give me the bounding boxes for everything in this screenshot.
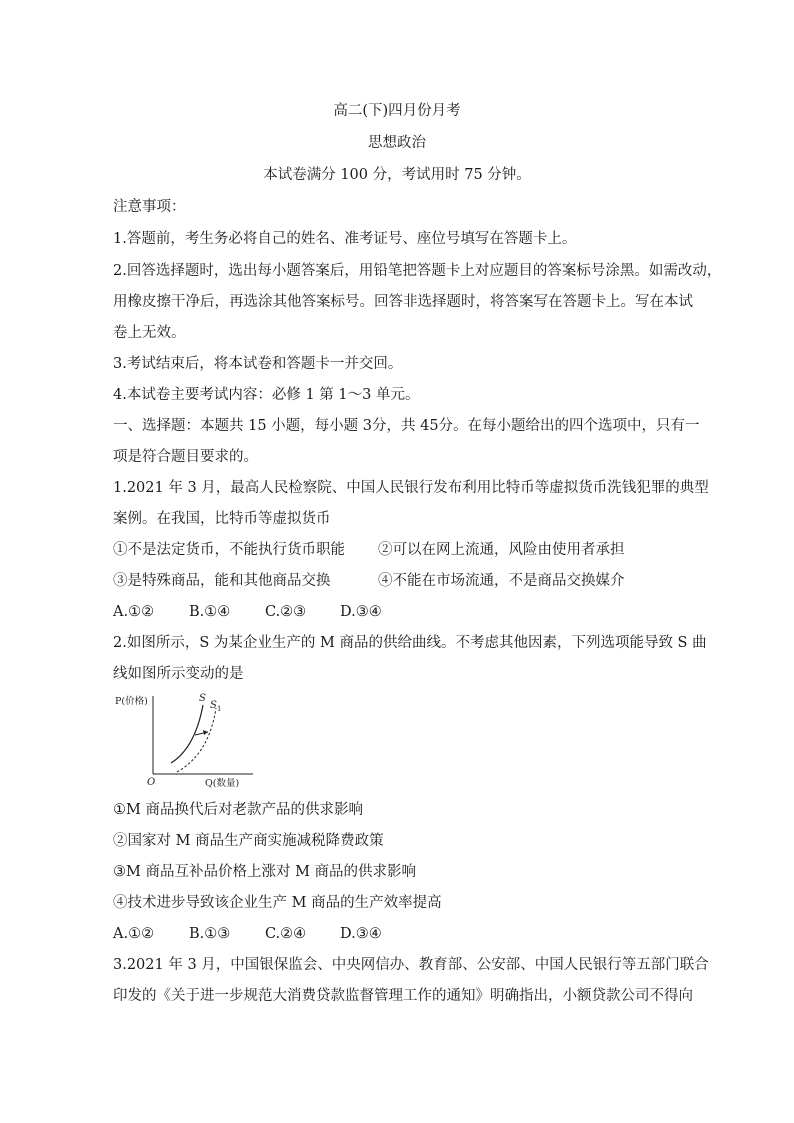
q3-stem-line-2: 印发的《关于进一步规范大消费贷款监督管理工作的通知》明确指出，小额贷款公司不得向 (113, 988, 693, 1004)
y-axis-label: P(价格) (115, 696, 148, 707)
note-2-line-1: 2.回答选择题时，选出每小题答案后，用铅笔把答题卡上对应题目的答案标号涂黑。如需改动， (113, 263, 722, 279)
q1-choice-b: B.①④ (189, 604, 231, 620)
origin-label: O (147, 777, 156, 788)
q2-stem-line-2: 线如图所示变动的是 (113, 666, 244, 682)
q2-statement-1: ①M 商品换代后对老款产品的供求影响 (113, 802, 363, 818)
supply-curve-figure (113, 690, 273, 790)
q1-choice-a: A.①② (113, 604, 155, 620)
subject-title: 思想政治 (368, 135, 426, 151)
note-1: 1.答题前，考生务必将自己的姓名、准考证号、座位号填写在答题卡上。 (113, 231, 577, 247)
arrow-head-icon (203, 730, 208, 735)
q2-stem-line-1: 2.如图所示，S 为某企业生产的 M 商品的供给曲线。不考虑其他因素，下列选项能导致 S 曲 (113, 635, 707, 651)
x-axis-label: Q(数量) (205, 778, 240, 789)
section-1-line-2: 项是符合题目要求的。 (113, 449, 258, 465)
q2-choice-d: D.③④ (340, 926, 382, 942)
curve-s1-label: S (210, 700, 217, 711)
note-3: 3.考试结束后，将本试卷和答题卡一并交回。 (113, 356, 403, 372)
q1-choice-c: C.②③ (265, 604, 307, 620)
note-2-line-2: 用橡皮擦干净后，再选涂其他答案标号。回答非选择题时，将答案写在答题卡上。写在本试 (113, 294, 693, 310)
q2-statement-3: ③M 商品互补品价格上涨对 M 商品的供求影响 (113, 864, 417, 880)
note-4: 4.本试卷主要考试内容：必修 1 第 1～3 单元。 (113, 387, 420, 403)
section-1-line-1: 一、选择题：本题共 15 小题，每小题 3分，共 45分。在每小题给出的四个选项中，只有一 (113, 418, 700, 434)
q1-statement-4: ④不能在市场流通，不是商品交换媒介 (378, 573, 625, 589)
curve-s1-subscript: 1 (217, 705, 222, 713)
q2-choice-b: B.①③ (189, 926, 231, 942)
q1-statement-2: ②可以在网上流通，风险由使用者承担 (378, 542, 625, 558)
q1-stem-line-1: 1.2021 年 3 月，最高人民检察院、中国人民银行发布利用比特币等虚拟货币洗钱犯罪的典型 (113, 480, 709, 496)
note-2-line-3: 卷上无效。 (113, 325, 186, 341)
q2-statement-2: ②国家对 M 商品生产商实施减税降费政策 (113, 833, 384, 849)
q1-choice-d: D.③④ (340, 604, 382, 620)
q1-statement-1: ①不是法定货币，不能执行货币职能 (113, 542, 345, 558)
q2-choice-a: A.①② (113, 926, 155, 942)
q3-stem-line-1: 3.2021 年 3 月，中国银保监会、中央网信办、教育部、公安部、中国人民银行等五部门联合 (113, 957, 709, 973)
q1-statement-3: ③是特殊商品，能和其他商品交换 (113, 573, 331, 589)
exam-info: 本试卷满分 100 分，考试用时 75 分钟。 (263, 167, 531, 183)
q1-stem-line-2: 案例。在我国，比特币等虚拟货币 (113, 511, 331, 527)
exam-title: 高二(下)四月份月考 (333, 103, 461, 119)
curve-s-label: S (199, 693, 206, 704)
q2-statement-4: ④技术进步导致该企业生产 M 商品的生产效率提高 (113, 895, 442, 911)
q2-choice-c: C.②④ (265, 926, 307, 942)
curve-s1 (177, 708, 216, 772)
notes-heading: 注意事项： (113, 199, 186, 215)
